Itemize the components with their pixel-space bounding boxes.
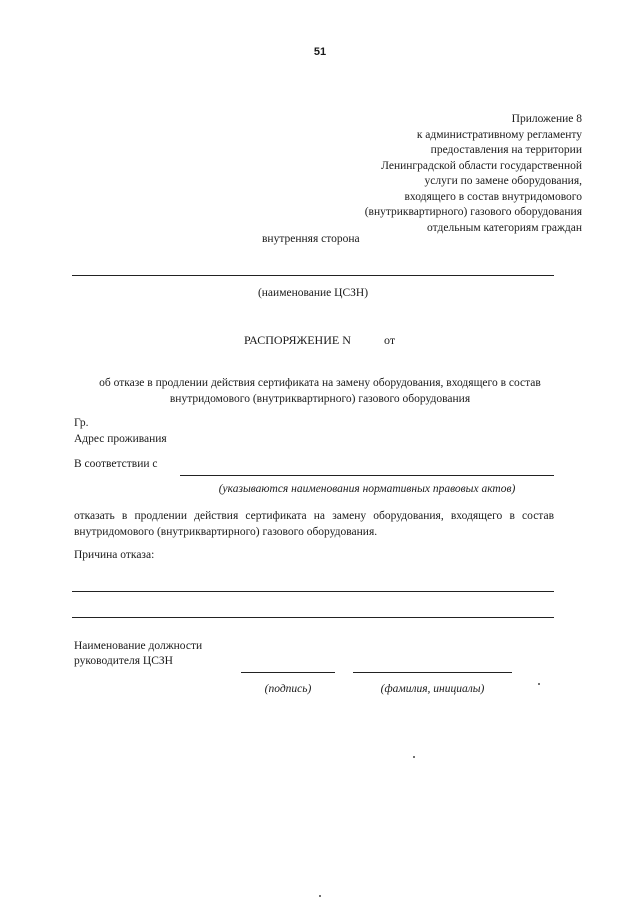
- appendix-line: к административному регламенту: [416, 128, 582, 141]
- appendix-line: Ленинградской области государственной: [381, 159, 582, 172]
- scan-speck: [413, 756, 415, 758]
- appendix-line: входящего в состав внутридомового: [404, 190, 582, 203]
- order-date-prefix: от: [384, 333, 396, 347]
- appendix-line: услуги по замене оборудования,: [424, 175, 582, 187]
- scan-speck: [319, 895, 321, 897]
- order-subject: об отказе в продлении действия сертификата на замену оборудования, входящего в состав внутридомового (внутриквартирного) газового оборудования: [99, 377, 541, 405]
- position-title-line1: Наименование должности: [74, 640, 203, 652]
- appendix-line: отдельным категориям граждан: [427, 221, 582, 234]
- accordance-label: В соответствии с: [74, 458, 158, 470]
- signature-caption: (подпись): [264, 683, 312, 695]
- decision-text: отказать в продлении действия сертификата на замену оборудования, входящего в состав внутридомового (внутриквартирного) газового оборудования.: [74, 510, 554, 538]
- appendix-header: [365, 112, 582, 236]
- appendix-line: Приложение 8: [511, 113, 582, 125]
- position-title-line2: руководителя ЦСЗН: [74, 655, 173, 667]
- legal-acts-line: [180, 475, 554, 476]
- reason-line-2: [72, 617, 554, 618]
- signature-line: [241, 672, 335, 673]
- authority-name-caption: (наименование ЦСЗН): [257, 287, 369, 299]
- scan-speck: [538, 683, 540, 685]
- inner-side-label: внутренняя сторона: [262, 233, 360, 245]
- order-title: РАСПОРЯЖЕНИЕ N: [244, 333, 351, 347]
- citizen-label: Гр.: [74, 417, 89, 429]
- page-number: 51: [313, 46, 327, 58]
- name-caption: (фамилия, инициалы): [380, 683, 485, 695]
- name-line: [353, 672, 512, 673]
- appendix-line: (внутриквартирного) газового оборудования: [364, 206, 582, 218]
- reason-label: Причина отказа:: [74, 549, 155, 561]
- authority-name-line: [72, 275, 554, 276]
- reason-line-1: [72, 591, 554, 592]
- address-label: Адрес проживания: [74, 433, 167, 445]
- legal-acts-caption: (указываются наименования нормативных правовых актов): [218, 483, 516, 495]
- appendix-line: предоставления на территории: [430, 144, 582, 156]
